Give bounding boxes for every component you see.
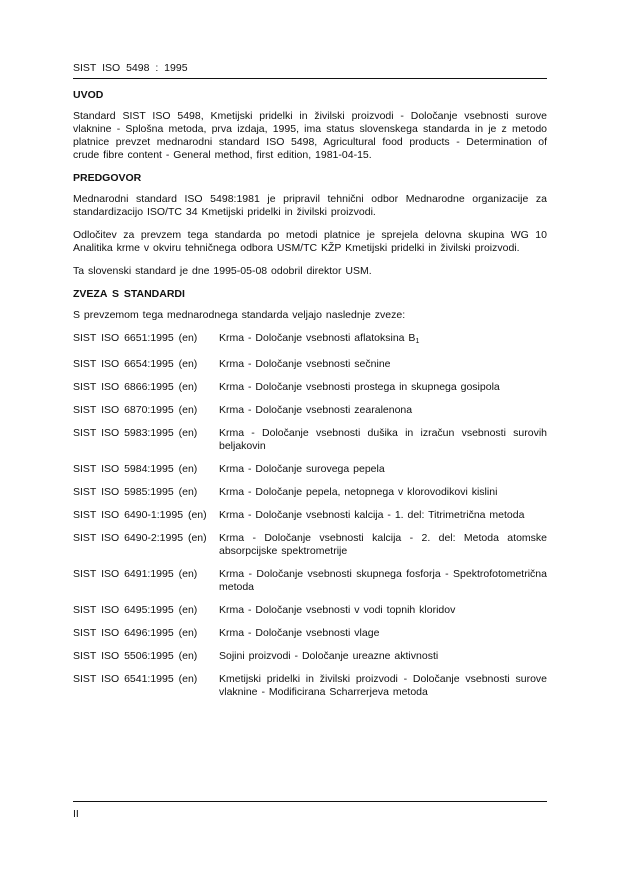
zveza-intro: S prevzemom tega mednarodnega standarda veljajo naslednje zveze: bbox=[73, 309, 406, 321]
running-header: SIST ISO 5498 : 1995 bbox=[73, 62, 188, 74]
reference-title: Krma - Določanje vsebnosti kalcija - 1. del: Titrimetrična metoda bbox=[219, 509, 525, 521]
reference-row bbox=[73, 673, 547, 699]
section-predgovor bbox=[73, 172, 547, 278]
reference-row bbox=[73, 486, 547, 499]
reference-title: Krma - Določanje vsebnosti kalcija - 2. del: Metoda atomske absorpcijske spektrometrije bbox=[219, 532, 547, 557]
reference-code: SIST ISO 6490-1:1995 (en) bbox=[73, 509, 207, 521]
reference-row bbox=[73, 509, 547, 522]
reference-title: Krma - Določanje pepela, netopnega v klorovodikovi kislini bbox=[219, 486, 498, 498]
reference-code: SIST ISO 5983:1995 (en) bbox=[73, 427, 198, 439]
reference-row bbox=[73, 532, 547, 558]
section-heading-zveza: ZVEZA S STANDARDI bbox=[73, 288, 185, 300]
section-heading-uvod: UVOD bbox=[73, 89, 104, 101]
reference-row bbox=[73, 358, 547, 371]
section-zveza-s-standardi bbox=[73, 288, 547, 699]
predgovor-paragraph: Odločitev za prevzem tega standarda po metodi platnice je sprejela delovna skupina WG 10 Analitika krme v okviru tehničnega odbora USM/TC KŽP Kmetijski pridelki in živilski proizvodi. bbox=[73, 229, 547, 254]
uvod-paragraph: Standard SIST ISO 5498, Kmetijski pridelki in živilski proizvodi - Določanje vsebnosti surove vlaknine - Splošna metoda, prva izdaja, 1995, ima status slovenskega standarda in je z metodo platnice prevzet mednarodni standard ISO 5498, Agricultural food products - Determination of crude fibre content - General method, first edition, 1981-04-15. bbox=[73, 110, 547, 161]
reference-code: SIST ISO 6490-2:1995 (en) bbox=[73, 532, 207, 544]
reference-row bbox=[73, 604, 547, 617]
document-page bbox=[73, 0, 547, 877]
reference-code: SIST ISO 5985:1995 (en) bbox=[73, 486, 198, 498]
reference-row bbox=[73, 427, 547, 453]
reference-code: SIST ISO 6651:1995 (en) bbox=[73, 332, 198, 344]
subscript: 1 bbox=[415, 338, 420, 345]
footer-rule bbox=[73, 801, 547, 802]
predgovor-paragraph: Mednarodni standard ISO 5498:1981 je pripravil tehnični odbor Mednarodne organizacije za standardizacijo ISO/TC 34 Kmetijski pridelki in živilski proizvodi. bbox=[73, 193, 547, 218]
reference-row bbox=[73, 568, 547, 594]
reference-code: SIST ISO 6866:1995 (en) bbox=[73, 381, 198, 393]
reference-title: Krma - Določanje vsebnosti v vodi topnih kloridov bbox=[219, 604, 456, 616]
reference-row bbox=[73, 463, 547, 476]
reference-title: Krma - Določanje vsebnosti dušika in izračun vsebnosti surovih beljakovin bbox=[219, 427, 547, 452]
reference-code: SIST ISO 6541:1995 (en) bbox=[73, 673, 198, 685]
reference-title: Sojini proizvodi - Določanje ureazne aktivnosti bbox=[219, 650, 439, 662]
reference-code: SIST ISO 6496:1995 (en) bbox=[73, 627, 198, 639]
header-rule bbox=[73, 78, 547, 79]
reference-row bbox=[73, 381, 547, 394]
document-body bbox=[73, 89, 547, 709]
reference-title: Krma - Določanje surovega pepela bbox=[219, 463, 385, 475]
reference-row bbox=[73, 404, 547, 417]
reference-title-text: Krma - Določanje vsebnosti aflatoksina B bbox=[219, 332, 416, 344]
page-number: II bbox=[73, 808, 79, 820]
reference-title: Krma - Določanje vsebnosti vlage bbox=[219, 627, 380, 639]
reference-code: SIST ISO 6870:1995 (en) bbox=[73, 404, 198, 416]
reference-title: Krma - Določanje vsebnosti skupnega fosforja - Spektrofotometrična metoda bbox=[219, 568, 547, 593]
reference-code: SIST ISO 6654:1995 (en) bbox=[73, 358, 198, 370]
reference-title: Krma - Določanje vsebnosti prostega in skupnega gosipola bbox=[219, 381, 500, 393]
reference-title: Krma - Določanje vsebnosti zearalenona bbox=[219, 404, 413, 416]
reference-row bbox=[73, 627, 547, 640]
reference-code: SIST ISO 6495:1995 (en) bbox=[73, 604, 198, 616]
reference-code: SIST ISO 6491:1995 (en) bbox=[73, 568, 198, 580]
section-heading-predgovor: PREDGOVOR bbox=[73, 172, 142, 184]
section-uvod bbox=[73, 89, 547, 162]
standards-reference-list bbox=[73, 332, 547, 699]
reference-title: Kmetijski pridelki in živilski proizvodi - Določanje vsebnosti surove vlaknine - Modificirana Scharrerjeva metoda bbox=[219, 673, 547, 698]
reference-row bbox=[73, 332, 547, 348]
reference-title: Krma - Določanje vsebnosti sečnine bbox=[219, 358, 391, 370]
reference-title bbox=[219, 332, 547, 348]
reference-code: SIST ISO 5984:1995 (en) bbox=[73, 463, 198, 475]
reference-row bbox=[73, 650, 547, 663]
reference-code: SIST ISO 5506:1995 (en) bbox=[73, 650, 198, 662]
predgovor-paragraph: Ta slovenski standard je dne 1995-05-08 odobril direktor USM. bbox=[73, 265, 372, 277]
